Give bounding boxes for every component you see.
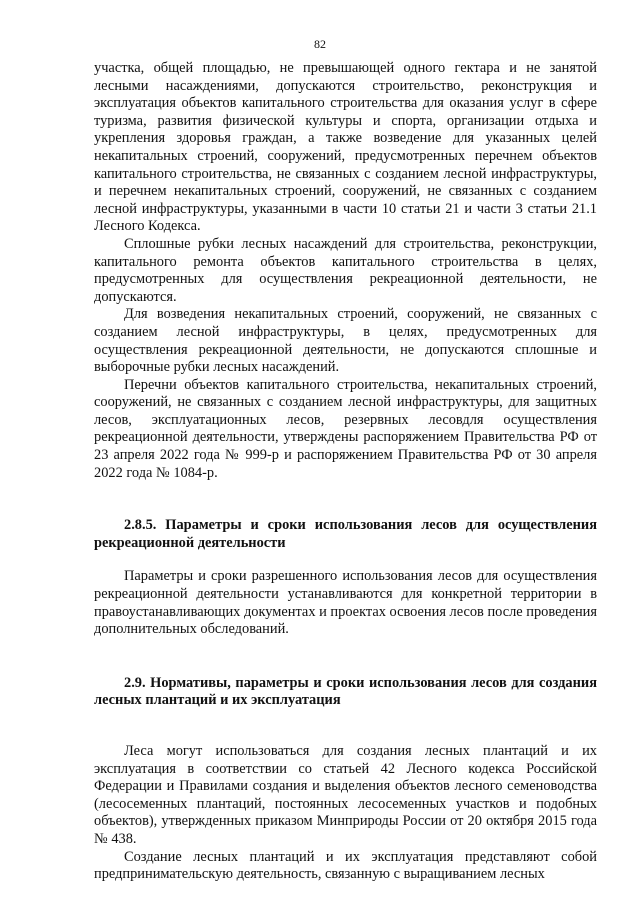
section-heading-2-9: 2.9. Нормативы, параметры и сроки использования лесов для создания лесных плантаций и их эксплуатация: [94, 674, 597, 709]
section-heading-2-8-5: 2.8.5. Параметры и сроки использования лесов для осуществления рекреационной деятельности: [94, 517, 597, 551]
page-number: 82: [314, 37, 326, 51]
paragraph-plantation-business: Создание лесных плантаций и их эксплуатация представляют собой предпринимательскую деятельность, связанную с выращиванием лесных: [94, 848, 597, 883]
paragraph-clearcut-construction: Сплошные рубки лесных насаждений для строительства, реконструкции, капитального ремонта объектов капитального строительства в целях, предусмотренных для осуществления рекреационной деятельности, не допускаются.: [94, 235, 597, 305]
paragraph-noncapital-structures: Для возведения некапитальных строений, сооружений, не связанных с созданием лесной инфраструктуры, в целях, предусмотренных для осуществления рекреационной деятельности, не допускаются сплошные и выборочные рубки лесных насаждений.: [94, 306, 597, 376]
paragraph-recreation-parameters: Параметры и сроки разрешенного использования лесов для осуществления рекреационной деятельности устанавливаются для конкретной территории в правоустанавливающих документах и проектах освоения лесов после проведения дополнительных обследований.: [94, 568, 597, 638]
page-content: [94, 60, 597, 884]
paragraph-object-lists: Перечни объектов капитального строительства, некапитальных строений, сооружений, не связанных с созданием лесной инфраструктуры, для защитных лесов, эксплуатационных лесов, резервных лесовдля осуществления рекреационной деятельности, утверждены распоряжением Правительства РФ от 23 апреля 2022 года № 999-р и распоряжением Правительства РФ от 30 апреля 2022 года № 1084-р.: [94, 376, 597, 481]
paragraph-continuation: участка, общей площадью, не превышающей одного гектара и не занятой лесными насаждениями, допускаются строительство, реконструкция и эксплуатация объектов капитального строительства для оказания услуг в сфере туризма, развития физической культуры и спорта, организации отдыха и укрепления здоровья граждан, а также возведение для указанных целей некапитальных строений, сооружений, предусмотренных перечнем объектов капитального строительства, не связанных с созданием лесной инфраструктуры, и перечнем некапитальных строений, сооружений, не связанных с созданием лесной инфраструктуры, указанными в части 10 статьи 21 и части 3 статьи 21.1 Лесного Кодекса.: [94, 60, 597, 235]
paragraph-forest-plantations: Леса могут использоваться для создания лесных плантаций и их эксплуатация в соответствии со статьей 42 Лесного кодекса Российской Федерации и Правилами создания и выделения объектов лесного семеноводства (лесосеменных плантаций, постоянных лесосеменных участков и подобных объектов), утвержденных приказом Минприроды России от 20 октября 2015 года № 438.: [94, 743, 597, 847]
